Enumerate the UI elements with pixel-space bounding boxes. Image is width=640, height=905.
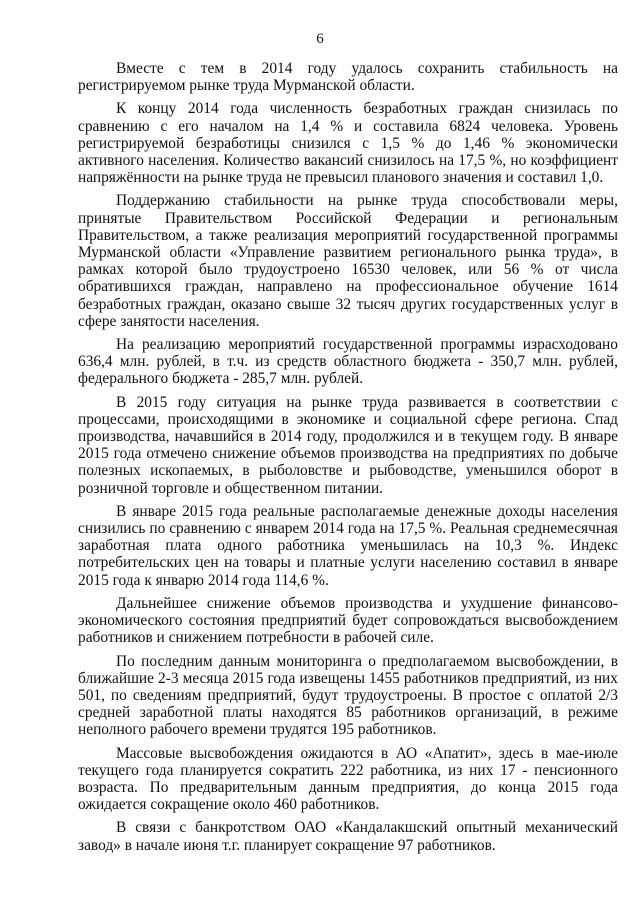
document-body xyxy=(78,60,618,860)
paragraph-measures: Поддержанию стабильности на рынке труда способствовали меры, принятые Правительством Российской Федерации и региональным Правительством, а также реализация мероприятий государственной программы Мурманской области «Управление развитием регионального рынка труда», в рамках которой было трудоустроено 16530 человек, или 56 % от числа обратившихся граждан, направлено на профессиональное обучение 1614 безработных граждан, оказано свыше 32 тысяч других государственных услуг в сфере занятости населения. xyxy=(78,192,618,330)
paragraph-2015-situation: В 2015 году ситуация на рынке труда развивается в соответствии с процессами, происходящими в экономике и социальной сфере региона. Спад производства, начавшийся в 2014 году, продолжился и в текущем году. В январе 2015 года отмечено снижение объемов производства на предприятиях по добыче полезных ископаемых, в рыболовстве и рыбоводстве, уменьшился оборот в розничной торговле и общественном питании. xyxy=(78,393,618,497)
paragraph-unemployment: К концу 2014 года численность безработных граждан снизилась по сравнению с его началом на 1,4 % и составила 6824 человека. Уровень регистрируемой безработицы снизился с 1,5 % до 1,46 % экономически активного населения. Количество вакансий снизилось на 17,5 %, но коэффициент напряжённости на рынке труда не превысил планового значения и составил 1,0. xyxy=(78,100,618,187)
paragraph-income: В январе 2015 года реальные располагаемые денежные доходы населения снизились по сравнению с январем 2014 года на 17,5 %. Реальная среднемесячная заработная плата одного работника уменьшилась на 10,3 %. Индекс потребительских цен на товары и платные услуги населению составил в январе 2015 года к январю 2014 года 114,6 %. xyxy=(78,502,618,589)
paragraph-spending: На реализацию мероприятий государственной программы израсходовано 636,4 млн. рублей, в т.ч. из средств областного бюджета - 350,7 млн. рублей, федерального бюджета - 285,7 млн. рублей. xyxy=(78,336,618,388)
paragraph-apatit: Массовые высвобождения ожидаются в АО «Апатит», здесь в мае-июле текущего года планируется сократить 222 работника, из них 17 - пенсионного возраста. По предварительным данным предприятия, до конца 2015 года ожидается сокращение около 460 работников. xyxy=(78,744,618,814)
paragraph-kandalaksha: В связи с банкротством ОАО «Кандалакшский опытный механический завод» в начале июня т.г. планирует сокращение 97 работников. xyxy=(78,819,618,854)
page-number: 6 xyxy=(316,31,324,47)
paragraph-stability: Вместе с тем в 2014 году удалось сохранить стабильность на регистрируемом рынке труда Мурманской области. xyxy=(78,60,618,95)
paragraph-outlook: Дальнейшее снижение объемов производства и ухудшение финансово-экономического состояния предприятий будет сопровождаться высвобождением работников и снижением потребности в рабочей силе. xyxy=(78,594,618,647)
paragraph-monitoring: По последним данным мониторинга о предполагаемом высвобождении, в ближайшие 2-3 месяца 2015 года извещены 1455 работников предприятий, из них 501, по сведениям предприятий, будут трудоустроены. В простое с оплатой 2/3 средней заработной платы находятся 85 работников организаций, в режиме неполного рабочего времени трудятся 195 работников. xyxy=(78,652,618,739)
